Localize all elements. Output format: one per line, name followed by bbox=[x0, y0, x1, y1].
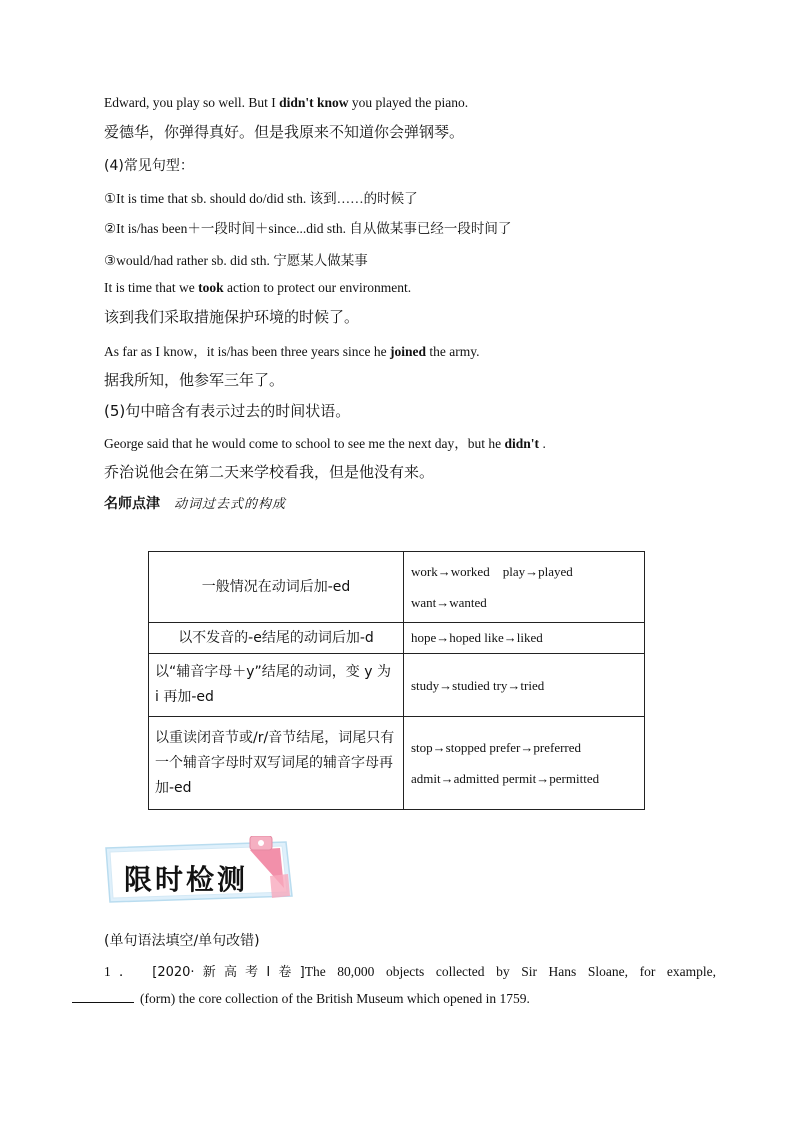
pattern-3: ③would/had rather sb. did sth. 宁愿某人做某事 bbox=[104, 253, 368, 268]
table-row bbox=[149, 654, 645, 717]
rule-cell: 以重读闭音节或/r/音节结尾，词尾只有一个辅音字母时双写词尾的辅音字母再加-ed bbox=[149, 717, 404, 810]
table-row bbox=[149, 623, 645, 654]
question-source: [2020·新高考Ⅰ卷] bbox=[152, 965, 305, 980]
example-cell: hope→hoped like→liked bbox=[404, 623, 645, 654]
section-title: 限时检测 bbox=[124, 863, 249, 896]
example-sentence-2: It is time that we took action to protect our environment. bbox=[104, 280, 412, 295]
example-translation-2: 该到我们采取措施保护环境的时候了。 bbox=[104, 308, 360, 326]
pattern-1: ①It is time that sb. should do/did sth. 该到……的时候了 bbox=[104, 191, 418, 206]
section-heading-5: (5)句中暗含有表示过去的时间状语。 bbox=[104, 402, 351, 420]
table-row bbox=[149, 717, 645, 810]
answer-blank[interactable] bbox=[72, 990, 134, 1003]
past-tense-rules-table bbox=[148, 551, 645, 810]
example-cell: study→studied try→tried bbox=[404, 654, 645, 717]
example-translation-3: 据我所知，他参军三年了。 bbox=[104, 371, 285, 389]
example-sentence-4: George said that he would come to school to see me the next day，but he didn't . bbox=[104, 436, 546, 451]
section-heading-4: (4)常见句型： bbox=[104, 158, 194, 174]
pattern-2: ②It is/has been＋一段时间＋since...did sth. 自从做某事已经一段时间了 bbox=[104, 221, 512, 236]
example-translation-4: 乔治说他会在第二天来学校看我，但是他没有来。 bbox=[104, 463, 435, 481]
rule-cell: 以“辅音字母＋y”结尾的动词，变 y 为 i 再加-ed bbox=[149, 654, 404, 717]
example-sentence-3: As far as I know，it is/has been three years since he joined the army. bbox=[104, 344, 480, 359]
example-cell: stop→stopped prefer→preferred admit→admitted permit→permitted bbox=[404, 717, 645, 810]
question-1-line-2: (form) the core collection of the British Museum which opened in 1759. bbox=[72, 990, 530, 1007]
teacher-tip: 名师点津 动词过去式的构成 bbox=[104, 496, 287, 512]
question-number: 1． bbox=[104, 964, 141, 979]
example-cell: work→worked play→played want→wanted bbox=[404, 552, 645, 623]
table-row bbox=[149, 552, 645, 623]
section-subtitle: (单句语法填空/单句改错) bbox=[104, 933, 260, 949]
question-1-line-1: 1． [2020·新高考Ⅰ卷]The 80,000 objects collected by Sir Hans Sloane, for example, bbox=[104, 964, 717, 980]
rule-cell: 一般情况在动词后加-ed bbox=[149, 552, 404, 623]
example-translation-1: 爱德华，你弹得真好。但是我原来不知道你会弹钢琴。 bbox=[104, 123, 465, 141]
rule-cell: 以不发音的-e结尾的动词后加-d bbox=[149, 623, 404, 654]
example-sentence-1: Edward, you play so well. But I didn't know you played the piano. bbox=[104, 95, 469, 110]
